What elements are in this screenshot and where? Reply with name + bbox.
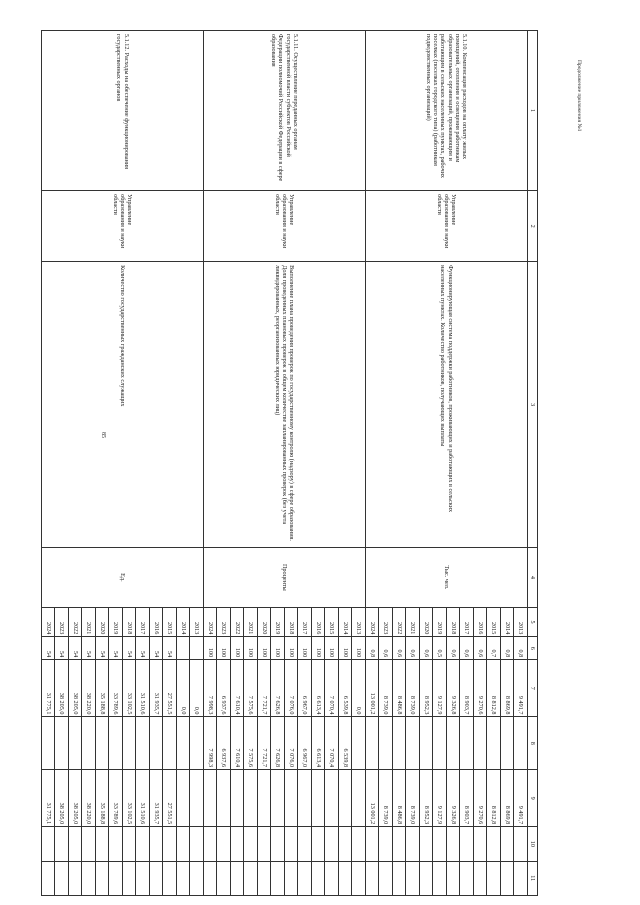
value-cell: 6 613,4 [312, 660, 326, 717]
value-cell: 6 937,6 [217, 717, 231, 770]
value-cell [217, 827, 231, 861]
year-cell: 2018 [285, 607, 299, 637]
section-c3-cell: Количество государственных гражданских служащих [42, 262, 204, 548]
section-c4-cell: Ед. [42, 548, 204, 607]
value-cell: 38 205,0 [55, 770, 69, 827]
value-cell: 0,6 [460, 637, 474, 660]
value-cell [258, 861, 272, 895]
value-cell [514, 861, 528, 895]
value-cell [393, 861, 407, 895]
value-cell [487, 717, 501, 770]
value-cell [109, 717, 123, 770]
value-cell [366, 861, 380, 895]
year-cell: 2013 [190, 607, 204, 637]
value-cell: 7 721,7 [258, 717, 272, 770]
table-row [190, 31, 204, 896]
table-row [352, 31, 366, 896]
value-cell [352, 861, 366, 895]
value-cell [190, 717, 204, 770]
value-cell [312, 827, 326, 861]
value-cell [150, 717, 164, 770]
value-cell: 9 326,8 [447, 770, 461, 827]
value-cell: 38 205,0 [69, 660, 83, 717]
value-cell [474, 717, 488, 770]
value-cell: 54 [42, 637, 56, 660]
value-cell: 54 [163, 637, 177, 660]
value-cell: 7 626,8 [271, 717, 285, 770]
value-cell [312, 861, 326, 895]
value-cell: 100 [298, 637, 312, 660]
value-cell: 0,6 [420, 637, 434, 660]
value-cell: 7 575,6 [244, 717, 258, 770]
year-cell: 2024 [42, 607, 56, 637]
year-cell: 2016 [150, 607, 164, 637]
year-cell: 2021 [406, 607, 420, 637]
value-cell: 33 102,5 [123, 660, 137, 717]
value-cell [406, 827, 420, 861]
value-cell [231, 861, 245, 895]
value-cell [177, 717, 191, 770]
value-cell [55, 861, 69, 895]
value-cell [420, 717, 434, 770]
value-cell [42, 861, 56, 895]
value-cell [42, 717, 56, 770]
value-cell [379, 717, 393, 770]
value-cell [501, 717, 515, 770]
value-cell: 8 739,0 [379, 770, 393, 827]
value-cell: 0,8 [366, 637, 380, 660]
value-cell: 8 952,3 [420, 660, 434, 717]
year-cell: 2017 [460, 607, 474, 637]
year-cell: 2020 [420, 607, 434, 637]
value-cell: 100 [285, 637, 299, 660]
value-cell: 54 [136, 637, 150, 660]
year-cell: 2019 [433, 607, 447, 637]
value-cell [136, 827, 150, 861]
value-cell [231, 770, 245, 827]
value-cell: 7 626,8 [271, 660, 285, 717]
value-cell: 38 220,0 [82, 660, 96, 717]
column-header: 3 [528, 262, 538, 548]
value-cell [69, 717, 83, 770]
value-cell [501, 861, 515, 895]
value-cell [55, 827, 69, 861]
value-cell: 8 903,7 [460, 660, 474, 717]
value-cell [460, 827, 474, 861]
value-cell: 31 775,1 [42, 660, 56, 717]
value-cell [339, 827, 353, 861]
value-cell: 8 486,8 [393, 770, 407, 827]
value-cell: 0,6 [447, 637, 461, 660]
year-cell: 2024 [366, 607, 380, 637]
value-cell [339, 770, 353, 827]
section-c1-cell: 5.1.12. Расходы на обеспечение функционирования государственных органов [42, 31, 204, 191]
value-cell [96, 861, 110, 895]
value-cell [177, 861, 191, 895]
value-cell [163, 717, 177, 770]
column-header: 9 [528, 770, 538, 827]
value-cell [69, 861, 83, 895]
value-cell: 0,6 [393, 637, 407, 660]
value-cell: 100 [352, 637, 366, 660]
value-cell: 0,6 [379, 637, 393, 660]
value-cell [460, 717, 474, 770]
value-cell: 0,0 [352, 660, 366, 717]
continuation-label: Продолжение приложения №1 [576, 60, 582, 132]
value-cell: 54 [123, 637, 137, 660]
year-cell: 2023 [379, 607, 393, 637]
value-cell: 54 [96, 637, 110, 660]
year-cell: 2022 [393, 607, 407, 637]
year-cell: 2018 [123, 607, 137, 637]
value-cell: 31 775,1 [42, 770, 56, 827]
value-cell [82, 827, 96, 861]
value-cell [298, 770, 312, 827]
value-cell [298, 861, 312, 895]
value-cell: 7 998,3 [204, 717, 218, 770]
year-cell: 2015 [163, 607, 177, 637]
value-cell: 100 [271, 637, 285, 660]
value-cell [231, 827, 245, 861]
value-cell: 0,0 [177, 660, 191, 717]
value-cell [501, 827, 515, 861]
value-cell: 8 739,0 [379, 660, 393, 717]
year-cell: 2020 [96, 607, 110, 637]
value-cell: 100 [244, 637, 258, 660]
value-cell [352, 770, 366, 827]
value-cell [177, 770, 191, 827]
value-cell [325, 827, 339, 861]
value-cell [136, 861, 150, 895]
value-cell: 9 270,6 [474, 770, 488, 827]
value-cell [285, 861, 299, 895]
value-cell [420, 827, 434, 861]
year-cell: 2016 [474, 607, 488, 637]
value-cell [204, 770, 218, 827]
value-cell: 100 [339, 637, 353, 660]
column-header: 10 [528, 827, 538, 861]
value-cell [109, 827, 123, 861]
value-cell [204, 861, 218, 895]
value-cell [298, 827, 312, 861]
value-cell [285, 827, 299, 861]
value-cell: 0,6 [406, 637, 420, 660]
value-cell: 0,5 [433, 637, 447, 660]
value-cell [136, 717, 150, 770]
year-cell: 2013 [514, 607, 528, 637]
column-header: 4 [528, 548, 538, 607]
table-body [42, 31, 528, 896]
value-cell: 7 721,7 [258, 660, 272, 717]
year-cell: 2016 [312, 607, 326, 637]
value-cell: 33 789,6 [109, 660, 123, 717]
value-cell: 9 127,9 [433, 770, 447, 827]
value-cell [123, 717, 137, 770]
value-cell [217, 861, 231, 895]
value-cell [514, 827, 528, 861]
value-cell: 8 869,8 [501, 770, 515, 827]
value-cell [433, 827, 447, 861]
value-cell [123, 861, 137, 895]
section-c4-cell: Тыс. чел. [366, 548, 528, 607]
value-cell [285, 770, 299, 827]
year-cell: 2017 [136, 607, 150, 637]
year-cell: 2022 [231, 607, 245, 637]
value-cell: 7 575,6 [244, 660, 258, 717]
value-cell [217, 770, 231, 827]
value-cell [109, 861, 123, 895]
value-cell: 0,8 [501, 637, 515, 660]
value-cell: 38 205,0 [55, 660, 69, 717]
year-cell: 2019 [109, 607, 123, 637]
value-cell [244, 827, 258, 861]
year-cell: 2021 [244, 607, 258, 637]
value-cell [271, 770, 285, 827]
value-cell [190, 827, 204, 861]
program-table [41, 30, 538, 896]
year-cell: 2017 [298, 607, 312, 637]
value-cell: 54 [69, 637, 83, 660]
value-cell [420, 861, 434, 895]
value-cell: 7 998,3 [204, 660, 218, 717]
value-cell [339, 861, 353, 895]
value-cell [325, 770, 339, 827]
value-cell [487, 861, 501, 895]
value-cell [460, 861, 474, 895]
value-cell [55, 717, 69, 770]
table-row [514, 31, 528, 896]
value-cell [150, 861, 164, 895]
value-cell [190, 770, 204, 827]
value-cell: 8 739,0 [406, 770, 420, 827]
value-cell [177, 637, 191, 660]
value-cell [150, 827, 164, 861]
value-cell [474, 827, 488, 861]
year-cell: 2013 [352, 607, 366, 637]
value-cell: 6 937,6 [217, 660, 231, 717]
value-cell: 8 812,8 [487, 770, 501, 827]
column-header: 1 [528, 31, 538, 191]
section-c1-cell: 5.1.10. Компенсация расходов на оплату жилых помещений, отопления и освещения работникам образовательных организаций, проживающим и работающим в сельских населенных пунктах, рабочих поселках (поселках городского типа) (работникам подведомственных организаций) [366, 31, 528, 191]
value-cell [190, 861, 204, 895]
value-cell: 9 491,7 [514, 770, 528, 827]
value-cell: 9 326,8 [447, 660, 461, 717]
value-cell [96, 827, 110, 861]
value-cell: 0,0 [190, 660, 204, 717]
section-c2-cell: Управление образования и науки области [42, 191, 204, 262]
value-cell: 9 491,7 [514, 660, 528, 717]
value-cell: 35 188,8 [96, 770, 110, 827]
year-cell: 2023 [217, 607, 231, 637]
year-cell: 2019 [271, 607, 285, 637]
value-cell: 38 220,0 [82, 770, 96, 827]
year-cell: 2014 [339, 607, 353, 637]
value-cell: 8 486,8 [393, 660, 407, 717]
value-cell [163, 861, 177, 895]
value-cell [271, 827, 285, 861]
value-cell: 7 076,0 [285, 717, 299, 770]
value-cell [474, 861, 488, 895]
year-cell: 2021 [82, 607, 96, 637]
value-cell [190, 637, 204, 660]
value-cell [244, 770, 258, 827]
value-cell [312, 770, 326, 827]
value-cell: 9 270,6 [474, 660, 488, 717]
value-cell [69, 827, 83, 861]
value-cell: 100 [258, 637, 272, 660]
value-cell: 7 610,4 [231, 660, 245, 717]
value-cell: 6 613,4 [312, 717, 326, 770]
column-header: 8 [528, 717, 538, 770]
value-cell: 0,7 [487, 637, 501, 660]
value-cell [352, 827, 366, 861]
value-cell: 0,8 [514, 637, 528, 660]
value-cell [42, 827, 56, 861]
value-cell: 100 [231, 637, 245, 660]
year-cell: 2020 [258, 607, 272, 637]
year-cell: 2023 [55, 607, 69, 637]
value-cell: 8 812,8 [487, 660, 501, 717]
section-c2-cell: Управление образования и науки области [366, 191, 528, 262]
value-cell: 8 952,3 [420, 770, 434, 827]
value-cell: 100 [217, 637, 231, 660]
value-cell [258, 770, 272, 827]
column-header: 2 [528, 191, 538, 262]
section-c3-cell: Выполнение плана проведения проверок по государственному контролю (надзору) в сфере образования. Доля проведенных плановых проверок в общем количестве запланированных проверок (без учета ликвидированных, реорганизованных юридических лиц) [204, 262, 366, 548]
value-cell: 8 739,0 [406, 660, 420, 717]
value-cell [447, 717, 461, 770]
value-cell [325, 861, 339, 895]
value-cell: 33 789,6 [109, 770, 123, 827]
value-cell [393, 827, 407, 861]
value-cell [433, 717, 447, 770]
value-cell: 35 188,8 [96, 660, 110, 717]
value-cell: 27 551,5 [163, 770, 177, 827]
value-cell: 27 551,5 [163, 660, 177, 717]
value-cell [123, 827, 137, 861]
value-cell: 54 [150, 637, 164, 660]
column-header: 11 [528, 861, 538, 895]
value-cell: 7 070,4 [325, 660, 339, 717]
value-cell: 7 070,4 [325, 717, 339, 770]
value-cell [96, 717, 110, 770]
value-cell: 54 [55, 637, 69, 660]
value-cell [258, 827, 272, 861]
year-cell: 2015 [487, 607, 501, 637]
value-cell: 13 001,2 [366, 660, 380, 717]
value-cell: 38 205,0 [69, 770, 83, 827]
column-header: 6 [528, 637, 538, 660]
value-cell: 6 539,8 [339, 660, 353, 717]
value-cell: 13 001,2 [366, 770, 380, 827]
value-cell: 7 610,4 [231, 717, 245, 770]
section-c1-cell: 5.1.11. Осуществление переданных органам государственной власти субъектов Российской Федерации полномочий Российской Федерации в сфере образования [204, 31, 366, 191]
value-cell: 31 935,7 [150, 660, 164, 717]
header-row [528, 31, 538, 896]
year-cell: 2022 [69, 607, 83, 637]
value-cell [82, 861, 96, 895]
value-cell [204, 827, 218, 861]
value-cell: 100 [312, 637, 326, 660]
section-c2-cell: Управление образования и науки области [204, 191, 366, 262]
value-cell: 100 [325, 637, 339, 660]
year-cell: 2014 [501, 607, 515, 637]
value-cell [177, 827, 191, 861]
value-cell: 8 903,7 [460, 770, 474, 827]
value-cell: 6 967,0 [298, 717, 312, 770]
value-cell: 9 127,9 [433, 660, 447, 717]
value-cell: 6 539,8 [339, 717, 353, 770]
value-cell [393, 717, 407, 770]
value-cell: 54 [109, 637, 123, 660]
value-cell [366, 717, 380, 770]
value-cell: 7 076,0 [285, 660, 299, 717]
value-cell [163, 827, 177, 861]
value-cell [366, 827, 380, 861]
page-number: 85 [100, 432, 106, 438]
value-cell: 31 510,6 [136, 770, 150, 827]
value-cell [447, 861, 461, 895]
value-cell [433, 861, 447, 895]
value-cell: 31 510,6 [136, 660, 150, 717]
value-cell [271, 861, 285, 895]
value-cell [406, 861, 420, 895]
value-cell [487, 827, 501, 861]
value-cell: 31 935,7 [150, 770, 164, 827]
value-cell [82, 717, 96, 770]
section-c3-cell: Функционирующая система поддержки работников, проживающих и работающих в сельских населенных пунктах. Количество работников, получающих выплаты [366, 262, 528, 548]
value-cell: 33 102,5 [123, 770, 137, 827]
value-cell [514, 717, 528, 770]
value-cell: 0,6 [474, 637, 488, 660]
column-header: 7 [528, 660, 538, 717]
value-cell: 100 [204, 637, 218, 660]
value-cell: 6 967,0 [298, 660, 312, 717]
value-cell [406, 717, 420, 770]
value-cell [352, 717, 366, 770]
section-c4-cell: Проценты [204, 548, 366, 607]
column-header: 5 [528, 607, 538, 637]
year-cell: 2014 [177, 607, 191, 637]
year-cell: 2018 [447, 607, 461, 637]
value-cell [379, 861, 393, 895]
program-table-wrapper [44, 30, 538, 896]
year-cell: 2024 [204, 607, 218, 637]
value-cell: 8 869,8 [501, 660, 515, 717]
value-cell: 54 [82, 637, 96, 660]
value-cell [447, 827, 461, 861]
value-cell [244, 861, 258, 895]
value-cell [379, 827, 393, 861]
year-cell: 2015 [325, 607, 339, 637]
